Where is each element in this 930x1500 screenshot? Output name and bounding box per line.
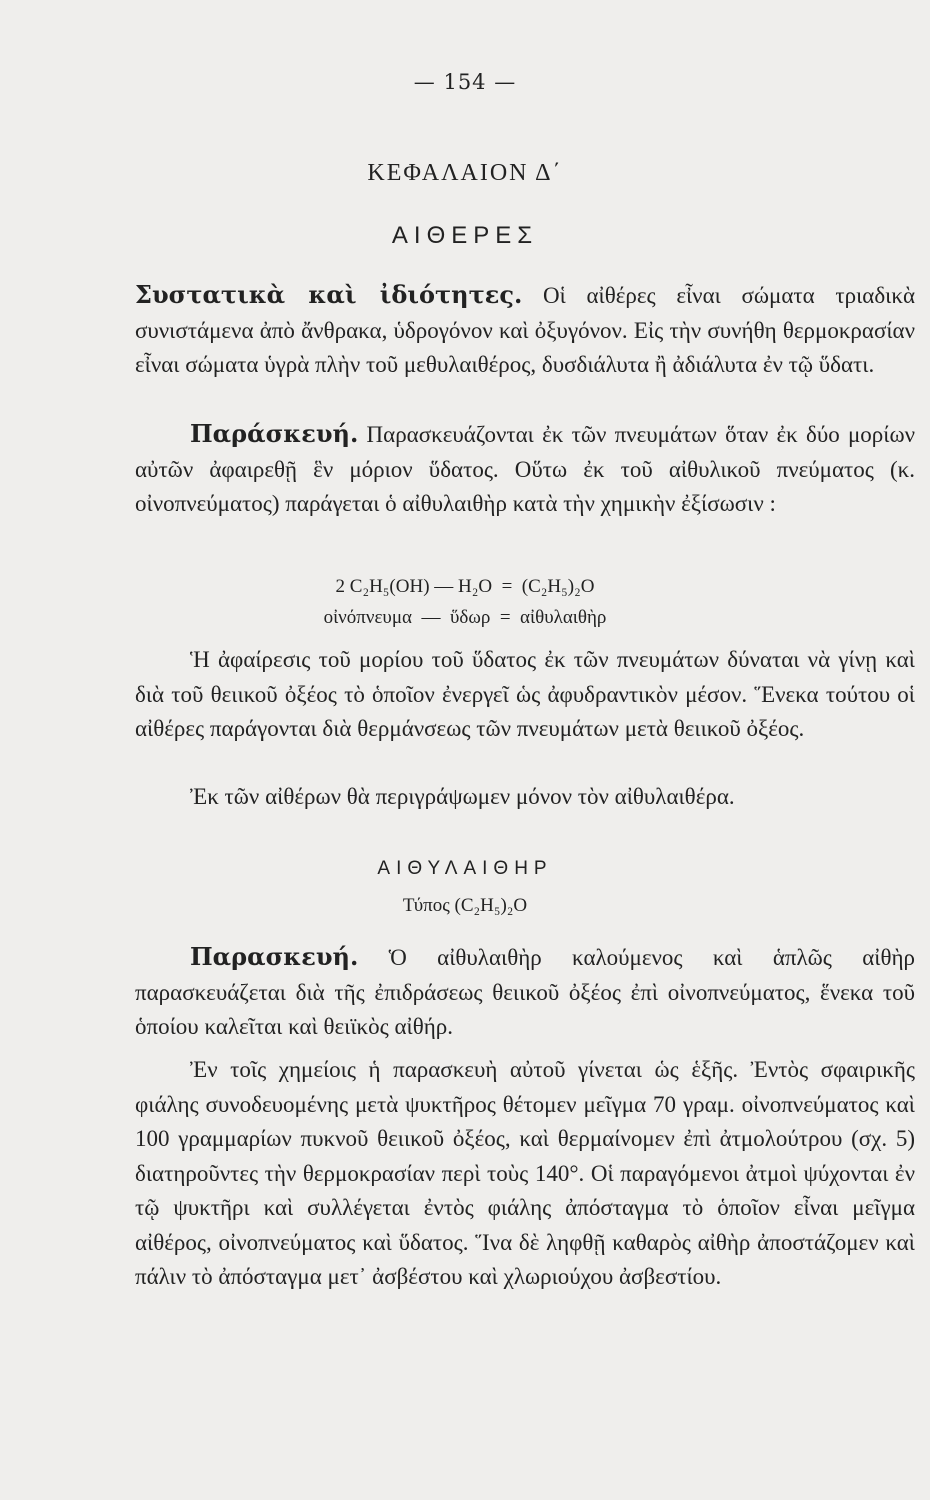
paragraph-ethyl-preparation-text: Ὁ αἰθυλαιθὴρ καλούμενος καὶ ἁπλῶς αἰθὴρ παρασκευάζεται διὰ τῆς ἐπιδράσεως θειικοῦ ὀξέος ἐπὶ οἰνοπνεύματος, ἕνεκα τοῦ ὁποίου καλεῖται καὶ θειϊκὸς αἰθήρ. — [135, 945, 915, 1039]
paragraph-ether-intro: Ἐκ τῶν αἰθέρων θὰ περιγράψωμεν μόνον τὸν αἰθυλαιθέρα. — [190, 784, 735, 809]
paragraph-composition — [135, 278, 915, 383]
paragraph-composition-text: Οἱ αἰθέρες εἶναι σώματα τριαδικὰ συνιστάμενα ἀπὸ ἄνθρακα, ὑδρογόνον καὶ ὀξυγόνον. Εἰς τὴν συνήθη θερμοκρασίαν εἶναι σώματα ὑγρὰ πλὴν τοῦ μεθυλαιθέρος, δυσδιάλυτα ἢ ἀδιάλυτα ἐν τῷ ὕδατι. — [135, 283, 915, 377]
paragraph-ethyl-preparation-heading: Παρασκευή. — [190, 942, 359, 971]
equation-formula: 2 C₂H₅(OH) — H₂O = (C₂H₅)₂O — [335, 576, 595, 597]
type-formula: Τύπος (C₂H₅)₂O — [402, 895, 528, 916]
equation-words: οἰνόπνευμα — ὕδωρ = αἰθυλαιθὴρ — [323, 607, 607, 628]
paragraph-preparation-heading: Παράσκευή. — [190, 419, 359, 448]
chapter-title: ΚΕΦΑΛΑΙΟΝ Δ΄ — [367, 160, 563, 186]
paragraph-preparation-text: Παρασκευάζονται ἐκ τῶν πνευμάτων ὅταν ἐκ δύο μορίων αὐτῶν ἀφαιρεθῇ ἓν μόριον ὕδατος. Οὕτω ἐκ τοῦ αἰθυλικοῦ πνεύματος (κ. οἰνοπνεύματος) παράγεται ὁ αἰθυλαιθὴρ κατὰ τὴν χημικὴν ἐξίσωσιν : — [135, 422, 915, 516]
paragraph-water-removal: Ἡ ἀφαίρεσις τοῦ μορίου τοῦ ὕδατος ἐκ τῶν πνευμάτων δύναται νὰ γίνῃ καὶ διὰ τοῦ θειικοῦ ὀξέος τὸ ὁποῖον ἐνεργεῖ ὡς ἀφυδραντικὸν μέσον. Ἕνεκα τούτου οἱ αἰθέρες παράγονται διὰ θερμάνσεως τῶν πνευμάτων μετὰ θειικοῦ ὀξέος. — [135, 647, 915, 741]
paragraph-lab-procedure: Ἐν τοῖς χημείοις ἡ παρασκευὴ αὐτοῦ γίνεται ὡς ἑξῆς. Ἐντὸς σφαιρικῆς φιάλης συνοδευομένης μετὰ ψυκτῆρος θέτομεν μεῖγμα 70 γραμ. οἰνοπνεύματος καὶ 100 γραμμαρίων πυκνοῦ θειικοῦ ὀξέος, καὶ θερμαίνομεν ἐπὶ ἀτμολούτρου (σχ. 5) διατηροῦντες τὴν θερμοκρασίαν περὶ τοὺς 140°. Οἱ παραγόμενοι ἀτμοὶ ψύχονται ἐν τῷ ψυκτῆρι καὶ συλλέγεται ἐντὸς φιάλης ἀπόσταγμα τὸ ὁποῖον εἶναι μεῖγμα αἰθέρος, οἰνοπνεύματος καὶ ὕδατος. Ἵνα δὲ ληφθῇ καθαρὸς αἰθὴρ ἀποστάζομεν καὶ πάλιν τὸ ἀπόσταγμα μετ᾽ ἀσβέστου καὶ χλωριούχου ἀσβεστίου. — [135, 1057, 915, 1289]
paragraph-ethyl-preparation — [135, 940, 915, 1045]
subsection-title: ΑΙΘΥΛΑΙΘΗΡ — [377, 858, 553, 879]
section-title: ΑΙΘΕΡΕΣ — [391, 222, 539, 249]
page-number: — 154 — — [413, 70, 517, 94]
paragraph-composition-heading: Συστατικὰ καὶ ἰδιότητες. — [135, 280, 523, 309]
paragraph-preparation — [135, 417, 915, 522]
